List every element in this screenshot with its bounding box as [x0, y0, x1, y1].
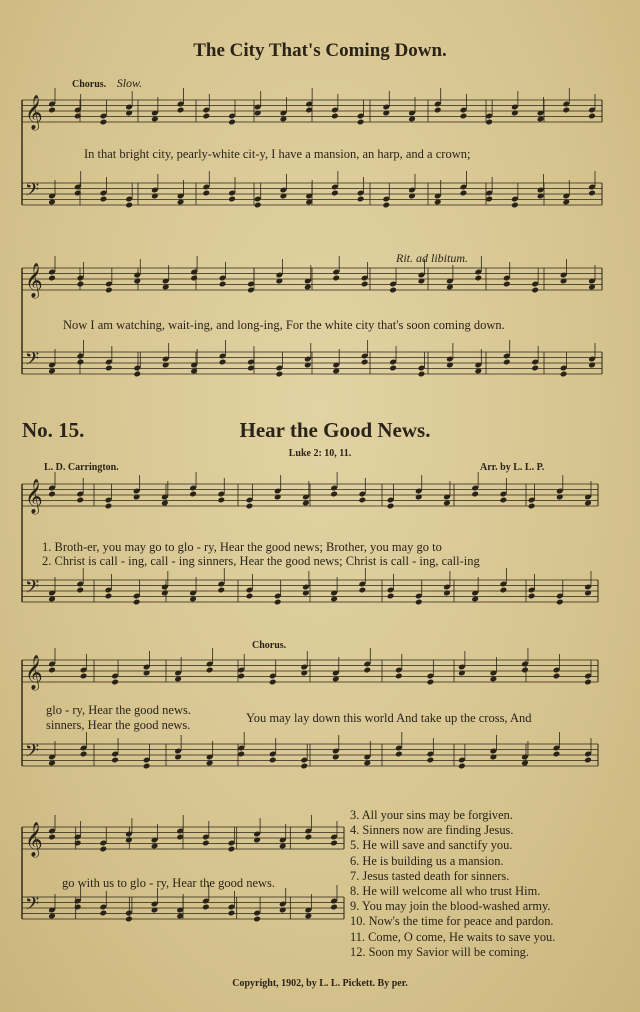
clef-icon: 𝄞	[25, 479, 43, 514]
notehead	[48, 834, 56, 841]
notehead	[460, 113, 468, 120]
notehead	[387, 503, 395, 510]
notehead	[305, 834, 313, 841]
notehead	[133, 371, 141, 378]
notehead	[531, 287, 539, 294]
hymn-title-good-news: Hear the Good News.	[239, 418, 431, 442]
notehead	[77, 281, 85, 288]
clef-icon: 𝄢	[25, 349, 40, 374]
final-line-lyric: go with us to glo - ry, Hear the good news.	[62, 876, 276, 890]
notehead	[358, 497, 366, 504]
tempo-marking: Slow.	[116, 76, 143, 90]
clef-icon: 𝄢	[25, 894, 40, 919]
notehead	[387, 593, 395, 600]
notehead	[300, 763, 308, 770]
clef-icon: 𝄞	[25, 655, 43, 690]
notehead	[584, 679, 592, 686]
clef-icon: 𝄢	[25, 741, 40, 766]
composer-credit: L. D. Carrington.	[44, 462, 119, 473]
notehead	[588, 113, 596, 120]
arranger-credit: Arr. by L. L. P.	[480, 462, 545, 473]
verse-2-lyric: 2. Christ is call - ing, call - ing sinners, Hear the good news; Christ is call - ing, call-ing	[42, 554, 480, 568]
notehead	[202, 840, 210, 847]
notehead	[531, 365, 539, 372]
hymn-number: No. 15.	[22, 418, 85, 442]
verse-item: 3. All your sins may be forgiven.	[350, 808, 513, 822]
notehead	[503, 281, 511, 288]
notehead	[99, 910, 107, 917]
notehead	[511, 202, 519, 209]
notehead	[48, 491, 56, 498]
notehead	[228, 846, 236, 853]
scripture-reference: Luke 2: 10, 11.	[288, 448, 352, 459]
notehead	[474, 275, 482, 282]
notehead	[553, 751, 561, 758]
notehead	[485, 119, 493, 126]
notehead	[228, 196, 236, 203]
notehead	[76, 587, 84, 594]
clef-icon: 𝄞	[25, 95, 43, 130]
verse-1-lyric: 1. Broth-er, you may go to glo - ry, Hear the good news; Brother, you may go to	[42, 540, 442, 554]
notehead	[254, 202, 262, 209]
lyric-line-2: Now I am watching, wait-ing, and long-ing, For the white city that's soon coming down.	[63, 318, 505, 332]
notehead	[361, 281, 369, 288]
notehead	[332, 275, 340, 282]
notehead	[105, 287, 113, 294]
notehead	[562, 107, 570, 114]
notehead	[100, 119, 108, 126]
notehead	[500, 587, 508, 594]
notehead	[363, 667, 371, 674]
notehead	[427, 679, 435, 686]
notehead	[276, 371, 284, 378]
notehead	[202, 190, 210, 197]
notehead	[330, 491, 338, 498]
notehead	[500, 497, 508, 504]
verse-item: 12. Soon my Savior will be coming.	[350, 944, 529, 959]
notehead	[202, 113, 210, 120]
notehead	[228, 119, 236, 126]
notehead	[246, 503, 254, 510]
notehead	[206, 667, 214, 674]
notehead	[219, 359, 227, 366]
verse-item: 7. Jesus tasted death for sinners.	[350, 868, 510, 883]
notehead	[105, 593, 113, 600]
notehead	[269, 679, 277, 686]
notehead	[219, 281, 227, 288]
notehead	[460, 190, 468, 197]
notehead	[528, 503, 536, 510]
notehead	[588, 190, 596, 197]
lyric-line-1: In that bright city, pearly-white cit-y, I have a mansion, an harp, and a crown;	[84, 147, 471, 161]
notehead	[274, 599, 282, 606]
line2-verse1: glo - ry, Hear the good news.	[46, 703, 191, 717]
verse-item: 5. He will save and sanctify you.	[350, 838, 513, 853]
notehead	[74, 904, 82, 911]
verse-item: 8. He will welcome all who trust Him.	[350, 884, 541, 899]
notehead	[190, 275, 198, 282]
notehead	[48, 667, 56, 674]
notehead	[357, 119, 365, 126]
notehead	[125, 916, 133, 923]
notehead	[111, 679, 119, 686]
verse-item: 9. You may join the blood-washed army.	[350, 899, 551, 914]
notehead	[246, 593, 254, 600]
chorus-label-2: Chorus.	[252, 640, 287, 651]
notehead	[143, 763, 151, 770]
chorus-label: Chorus.	[72, 79, 107, 90]
notehead	[217, 587, 225, 594]
notehead	[74, 840, 82, 847]
notehead	[415, 599, 423, 606]
chorus-lyric: You may lay down this world And take up the cross, And	[246, 711, 532, 725]
notehead	[418, 371, 426, 378]
notehead	[77, 359, 85, 366]
clef-icon: 𝄢	[25, 577, 40, 602]
notehead	[434, 107, 442, 114]
verse-item: 6. He is building us a mansion.	[350, 853, 504, 868]
verse-item: 10. Now's the time for peace and pardon.	[350, 914, 554, 929]
notehead	[521, 667, 529, 674]
notehead	[202, 904, 210, 911]
notehead	[331, 113, 339, 120]
copyright-notice: Copyright, 1902, by L. L. Pickett. By per.	[232, 978, 408, 989]
ritardando-marking: Rit. ad libitum.	[396, 251, 468, 265]
notehead	[237, 751, 245, 758]
notehead	[253, 916, 261, 923]
notehead	[556, 599, 564, 606]
notehead	[80, 673, 88, 680]
notehead	[177, 107, 185, 114]
notehead	[189, 491, 197, 498]
clef-icon: 𝄢	[25, 180, 40, 205]
notehead	[382, 202, 390, 209]
verse-item: 11. Come, O come, He waits to save you.	[350, 929, 556, 944]
notehead	[485, 196, 493, 203]
notehead	[48, 275, 56, 282]
notehead	[395, 751, 403, 758]
notehead	[99, 846, 107, 853]
notehead	[76, 497, 84, 504]
notehead	[584, 757, 592, 764]
notehead	[228, 910, 236, 917]
notehead	[389, 287, 397, 294]
notehead	[553, 673, 561, 680]
notehead	[80, 751, 88, 758]
line2-verse2: sinners, Hear the good news.	[46, 718, 191, 732]
notehead	[560, 371, 568, 378]
notehead	[471, 491, 479, 498]
notehead	[503, 359, 511, 366]
notehead	[100, 196, 108, 203]
notehead	[395, 673, 403, 680]
clef-icon: 𝄞	[25, 263, 43, 298]
notehead	[331, 190, 339, 197]
notehead	[427, 757, 435, 764]
notehead	[48, 107, 56, 114]
notehead	[330, 840, 338, 847]
notehead	[111, 757, 119, 764]
notehead	[105, 365, 113, 372]
verse-item: 4. Sinners now are finding Jesus.	[350, 823, 514, 838]
notehead	[528, 593, 536, 600]
notehead	[357, 196, 365, 203]
notehead	[125, 202, 133, 209]
notehead	[133, 599, 141, 606]
notehead	[269, 757, 277, 764]
hymn-title-city: The City That's Coming Down.	[193, 40, 447, 61]
notehead	[389, 365, 397, 372]
notehead	[237, 673, 245, 680]
notehead	[330, 904, 338, 911]
notehead	[458, 763, 466, 770]
notehead	[361, 359, 369, 366]
notehead	[217, 497, 225, 504]
notehead	[105, 503, 113, 510]
notehead	[358, 587, 366, 594]
clef-icon: 𝄞	[25, 822, 43, 857]
